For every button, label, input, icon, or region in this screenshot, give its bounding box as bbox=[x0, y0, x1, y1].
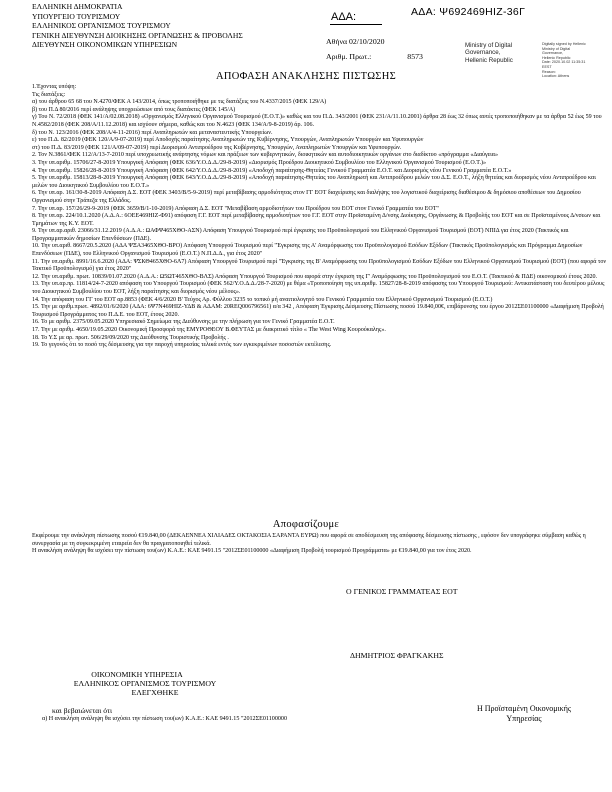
consideration-paragraph: 11. Την υπ.αριθμ. 8991/16.6.2020 (ΑΔΑ: ΨΣΚΘ465ΧΘΟ-6Λ7) Απόφαση Υπουργού Τουρισμού περί "Έγκρισης της Β' Αναμόρφωσης του Προϋπολογισμού Εσόδων Εξόδων του Ελληνικού Οργανισμού Τουρισμού (ΕΟΤ) (που αφορά τον Τακτικό Προϋπολογισμό) για έτος 2020" bbox=[32, 258, 607, 273]
certification-item: α) Η ανακλήση ανάληψη θα ισχύσει την πίστωση του(ων) Κ.Α.Ε.: ΚΑΕ 9491.15 "2012ΣΕ01100000 bbox=[42, 716, 288, 722]
consideration-paragraph: 13. Την υπ.αρ.πρ. 11814/24-7-2020 απόφαση του Υπουργού Τουρισμού (ΦΕΚ 562/Υ.Ο.Δ.Δ./28-7-2020) με θέμα «Τροποποίηση της υπ.αριθμ. 15827/28-8-2019 απόφασης του Υπουργού Τουρισμού: Αντικατάσταση του δευτέρου μέλους του Διοικητικού Συμβουλίου του ΕΟΤ, λήξη παραίτησης και διορισμός νέου μέλους». bbox=[32, 281, 605, 296]
consideration-paragraph: Τις διατάξεις: bbox=[32, 91, 66, 98]
finance-service-line: ΟΙΚΟΝΟΜΙΚΗ ΥΠΗΡΕΣΙΑ bbox=[91, 670, 183, 679]
signatory-title: Ο ΓΕΝΙΚΟΣ ΓΡΑΜΜΑΤΕΑΣ ΕΟΤ bbox=[346, 587, 458, 596]
signature-line: Hellenic Republic bbox=[542, 55, 571, 60]
consideration-paragraph: 4. Την υπ.αριθμ. 15826/28-8-2019 Υπουργική Απόφαση (ΦΕΚ 642/Υ.Ο.Δ.Δ./29-8-2019) «Αποδοχή παραίτησης-Θητείας Γενικού Γραμματέα Ε.Ο.Τ. και Διορισμός νέου Γενικού Γραμματέα Ε.Ο.Τ.» bbox=[32, 167, 512, 174]
finance-organization-line: ΕΛΛΗΝΙΚΟΣ ΟΡΓΑΝΙΣΜΟΣ ΤΟΥΡΙΣΜΟΥ bbox=[73, 678, 217, 688]
document-title: ΑΠΟΦΑΣΗ ΑΝΑΚΛΗΣΗΣ ΠΙΣΤΩΣΗΣ bbox=[215, 71, 397, 82]
ada-code bbox=[411, 6, 525, 18]
consideration-paragraph: α) του άρθρου 65 68 του Ν.4270/ΦΕΚ Α 143/2014, όπως τροποποιήθηκε με τις διατάξεις του Ν.4337/2015 (ΦΕΚ 129/Α) bbox=[32, 99, 327, 106]
header-line-republic: ΕΛΛΗΝΙΚΗ ΔΗΜΟΚΡΑΤΙΑ bbox=[32, 2, 123, 11]
emblem-line: Governance, bbox=[465, 49, 501, 57]
finance-service-stamp bbox=[32, 671, 252, 697]
consideration-paragraph: 7. Την υπ.αρ. 157/26/29-9-2019 (ΦΕΚ 3659/Β/1-10-2019) Απόφαση Δ.Σ. ΕΟΤ "Μεταβίβαση αρμοδιοτήτων του Προέδρου του ΕΟΤ στον Γενικό Γραμματέα του ΕΟΤ" bbox=[32, 205, 439, 212]
consideration-paragraph: 5. Την υπ.αριθμ. 15813/28-8-2019 Υπουργική Απόφαση (ΦΕΚ 643/Υ.Ο.Δ.Δ./29-8-2019) «Αποδοχή παραίτησης-Θητείας του Αναπληρωτή και Αντιπροέδρου μελών του Δ.Σ. Ε.Ο.Τ., λήξη θητείας και διορισμός νέου Αντιπροέδρου και μελών του Διοικητικού Συμβουλίου του Ε.Ο.Τ.» bbox=[32, 175, 596, 189]
issuer-header bbox=[32, 2, 282, 50]
consideration-paragraph: 3. Την υπ.αριθμ. 15706/27-8-2019 Υπουργική Απόφαση (ΦΕΚ 636/Υ.Ο.Δ.Δ./29-8-2019) «Διορισμός Προέδρου Διοικητικού Συμβουλίου του Ελληνικού Οργανισμού Τουρισμού (Ε.Ο.Τ.)» bbox=[32, 159, 487, 166]
consideration-paragraph: 1.Έχοντας υπόψη: bbox=[32, 84, 77, 90]
signature-line: EEST bbox=[542, 64, 552, 69]
consideration-paragraph: στ) του Π.Δ. 83/2019 (ΦΕΚ 121/Α/09-07-2019) περί Διορισμού Αντιπροέδρου της Κυβέρνησης, Υπουργών, Αναπληρωτών Υπουργών και Υφυπουργών. bbox=[32, 144, 402, 151]
consideration-paragraph: ε) του Π.Δ. 82/2019 (ΦΕΚ 120/Α/9-07-2019) περί Αποδοχής παραίτησης Αναπληρωτών της Κυβέρνησης, Υπουργών, Αναπληρωτών Υπουργών και Υφυπουργών bbox=[32, 137, 424, 144]
signatory-name: ΔΗΜΗΤΡΙΟΣ ΦΡΑΓΚΑΚΗΣ bbox=[350, 651, 444, 660]
ada-underline bbox=[330, 24, 382, 25]
checked-line: ΕΛΕΓΧΘΗΚΕ bbox=[131, 687, 179, 697]
emblem-line: Ministry of Digital bbox=[465, 42, 513, 49]
consideration-paragraph: 17. Την με αριθμ. 4650/19.05.2020 Οικονομική Προσφορά της ΕΜΥΡΟΘΕΟΥ Β.ΦΕΥΤΑΣ με διακριτικό τίτλο « The West Wing Κουρούκαλης». bbox=[32, 327, 386, 333]
ada-label: ΑΔΑ: bbox=[331, 11, 357, 23]
protocol-number bbox=[326, 52, 423, 61]
decision-heading: Αποφασίζουμε bbox=[272, 519, 340, 530]
emblem-line: Hellenic Republic bbox=[465, 56, 513, 64]
consideration-paragraph: β) του Π.Δ 80/2016 περί ανάληψης υποχρεώσεων από τους διατάκτες (ΦΕΚ 145/Α) bbox=[32, 106, 236, 113]
consideration-paragraph: 8. Την υπ.αρ. 224/10.1.2020 (Α.Δ.Α.: 6ΟΕΕ469ΗΙΖ-Φ91) απόφαση Γ.Γ. ΕΟΤ περί μεταβίβασης αρμοδιοτήτων του Γ.Γ. ΕΟΤ στην Προϊσταμένη Δ/νσης Διοίκησης, Οργάνωσης & Προβολής του ΕΟΤ και σε Προϊσταμένους Δ/νσεων και Τμημάτων της Κ.Υ. ΕΟΤ. bbox=[32, 213, 601, 227]
signature-line: Governance, bbox=[542, 51, 564, 56]
consideration-paragraph: 14. Την απόφαση του ΓΓ του ΕΟΤ αρ.8853 (ΦΕΚ 4/6/2020 Β' Τεύχος Αρ. Φύλλου 3235 το τοπικό μή αναιτιολογητό του Γενικού Γραμματέα του Ελληνικού Οργανισμού Τουρισμού (Ε.Ο.Τ.) bbox=[32, 296, 493, 303]
protocol-label: Αριθμ. Πρωτ.: bbox=[326, 52, 372, 61]
consideration-paragraph: 10. Την υπ.αριθ. 8667/20.5.2020 (ΑΔΑ ΨΞΑ3465ΧΘΟ-ΒΡΟ) Απόφαση Υπουργού Τουρισμού περί "Έγκρισης της Α' Αναμόρφωσης του Προϋπολογισμού Εσόδων Εξόδων (Τακτικός Προϋπολογισμός και Πρόγραμμα Δημοσίων Επενδύσεων (ΠΔΕ), του Ελληνικού Οργανισμού Τουρισμού (Ε.Ο.Τ.) Ν.Π.Δ.Δ., για έτος 2020" bbox=[32, 243, 583, 258]
certification-label: και βεβαιώνεται ότι bbox=[52, 706, 113, 715]
finance-head-signature bbox=[455, 704, 593, 725]
decision-paragraph: Εκφέρουμε την ανάκληση πίστωσης ποσού €19.840,00 (ΔΕΚΑΕΝΝΕΑ ΧΙΛΙΑΔΕΣ ΟΚΤΑΚΟΣΙΑ ΣΑΡΑΝΤΑ ΕΥΡΩ) που αφορά σε αποδέσμευση της απόφασης δέσμευσης πίστωσης , εφόσον δεν υπογράφηκε σύμβαση καθώς η συνεργασία με τη συγκεκριμένη εταιρεία δεν θα πραγματοποιηθεί τελικά. bbox=[32, 533, 586, 547]
consideration-paragraph: δ) του Ν. 123/2016 (ΦΕΚ 208/Α/4-11-2016) περί Αναπληρωτών και μεταναστευτικής Υπουργείων. bbox=[32, 129, 273, 136]
header-line-directorate: ΔΙΕΥΘΥΝΣΗ ΟΙΚΟΝΟΜΙΚΩΝ ΥΠΗΡΕΣΙΩΝ bbox=[32, 40, 178, 50]
signature-line: Reason: bbox=[542, 69, 556, 74]
consideration-paragraph: 15. Την με αριθμ.πρωτ. 4892/01/6/2020 (ΑΔΑ: 6Ψ7Ν469ΗΙΖ-ΥΔΒ & ΑΔΑΜ: 20REQ006796561) α/α 342 , Απόφαση Έγκρισης Δέσμευσης Πίστωσης ποσού 19.840,00€, επιβάρυνσης του έργου 2012ΣΕ01100000 «Διαφήμιση Προβολή Τουρισμού Προγράμματος του Π.Δ.Ε. του ΕΟΤ, έτους 2020. bbox=[32, 304, 604, 318]
decision-text bbox=[32, 533, 608, 556]
consideration-paragraph: 18. Το Υ.Σ με αρ. πρωτ. 506/29/09/2020 της Διεύθυνσης Τουριστικής Προβολής . bbox=[32, 334, 229, 341]
header-line-organization: ΕΛΛΗΝΙΚΟΣ ΟΡΓΑΝΙΣΜΟΣ ΤΟΥΡΙΣΜΟΥ bbox=[32, 21, 171, 31]
finance-head-department: Υπηρεσίας bbox=[506, 714, 542, 724]
consideration-paragraph: 16. Το με αριθμ. 2375/09.05.2020 Υπηρεσιακό Σημείωμα της Διεύθυνσης με την πλήρωση για τον Γενικό Γραμματέα Ε.Ο.Τ. bbox=[32, 319, 335, 326]
signature-line: Ministry of Digital bbox=[542, 46, 571, 51]
document-date: Αθήνα 02/10/2020 bbox=[326, 37, 385, 46]
ada-code-value: Ψ692469ΗΙΖ-36Γ bbox=[439, 6, 526, 18]
decision-paragraph: Η ανακλήση ανάληψη θα ισχύσει την πίστωση του(ων) Κ.Α.Ε.: ΚΑΕ 9491.15 "2012ΣΕ01100000 «Διαφήμιση Προβολή τουρισμού Προγράμματα» με €19.840,00 για τον έτος 2020. bbox=[32, 548, 472, 555]
ministry-emblem-text bbox=[465, 42, 537, 64]
signature-line: Date: 2020.10.02 11:35:31 bbox=[542, 60, 586, 65]
consideration-paragraph: 2. Τον Ν.3861/ΦΕΚ 112/Α/13-7-2010 περί υποχρεωτικής ανάρτησης νόμων και πράξεων των κυβερνητικών, διοικητικών και αυτοδιοικητικών οργάνων στο διαδίκτυο «πρόγραμμα «Διαύγεια» bbox=[32, 152, 498, 159]
consideration-paragraph: γ) Του Ν. 72/2018 (ΦΕΚ 141/Α/02.08.2018) «Οργανισμός Ελληνικού Οργανισμού Τουρισμού (Ε.Ο.Τ.)» καθώς και του Π.Δ. 343/2001 (ΦΕΚ 231/Α/11.10.2001) άρθρα 28 έως 32 όπως αυτές τροποποιήθηκαν με τα άρθρα 52 έως 59 του Ν.4582/2018 (ΦΕΚ 208/Α/11.12.2018) και ισχύουν σήμερα, καθώς και του Ν.4623 (ΦΕΚ 134/Α/9-8-2019) άρ. 106. bbox=[32, 114, 602, 128]
ada-prefix: ΑΔΑ: bbox=[411, 6, 437, 18]
consideration-paragraph: 6. Την υπ.αρ. 161/30-8-2019 Απόφαση Δ.Σ. ΕΟΤ (ΦΕΚ 3403/Β/5-9-2019) περί μεταβίβασης αρμοδιότητας στον ΓΓ ΕΟΤ διαχείρισης και διαλήψης του λογιστικού διαχείρισης διαθέσιμου & δημόσιου αποθέσεων του Δημοσίου Οργανισμού στην Τράπεζα της Ελλάδος. bbox=[32, 190, 581, 204]
consideration-paragraph: 19. Το γεγονός ότι το ποσό της δέσμευσης για την παροχή υπηρεσίας τελικά εντός των εγκεκριμένων ποσοστών εκτέλεσης. bbox=[32, 342, 332, 349]
finance-head-title: Η Προϊσταμένη Οικονομικής bbox=[476, 704, 572, 713]
consideration-paragraph: 9. Την υπ.αρ.αριθ. 23066/31.12.2019 (Α.Δ.Α.: ΩΑΦΨ465ΧΘΟ-ΑΣΝ) Απόφαση Υπουργού Τουρισμού περί έγκρισης του Προϋπολογισμού του Ελληνικού Οργανισμού Τουρισμού (ΕΟΤ) ΝΠΙΔ για έτος 2020 (Τακτικός και Προγραμματικών δημοσίων Επενδύσεων (ΠΔΕ). bbox=[32, 228, 569, 242]
header-line-ministry: ΥΠΟΥΡΓΕΙΟ ΤΟΥΡΙΣΜΟΥ bbox=[32, 11, 121, 21]
consideration-paragraph: 12. Την υπ.αριθμ. πρωτ. 10839/01.07.2020 (Α.Δ.Α.: Ω5ΩΤ465ΧΘΟ-ΒΛΣ) Απόφαση Υπουργού Τουρισμού που αφορά στην έγκριση της Γ' Αναμόρφωσης του Προϋπολογισμού του Ε.Ο.Τ. (Τακτικού & ΠΔΕ) οικονομικού έτους 2020. bbox=[32, 273, 598, 280]
considerations-list bbox=[32, 84, 608, 350]
signature-line: Digitally signed by Hellenic bbox=[542, 42, 586, 46]
header-line-general-directorate: ΓΕΝΙΚΗ ΔΙΕΥΘΥΝΣΗ ΔΙΟΙΚΗΣΗΣ ΟΡΓΑΝΩΣΗΣ & ΠΡΟΒΟΛΗΣ bbox=[32, 30, 243, 40]
protocol-value: 8573 bbox=[407, 52, 423, 61]
signature-line: Location: Athens bbox=[542, 74, 570, 79]
